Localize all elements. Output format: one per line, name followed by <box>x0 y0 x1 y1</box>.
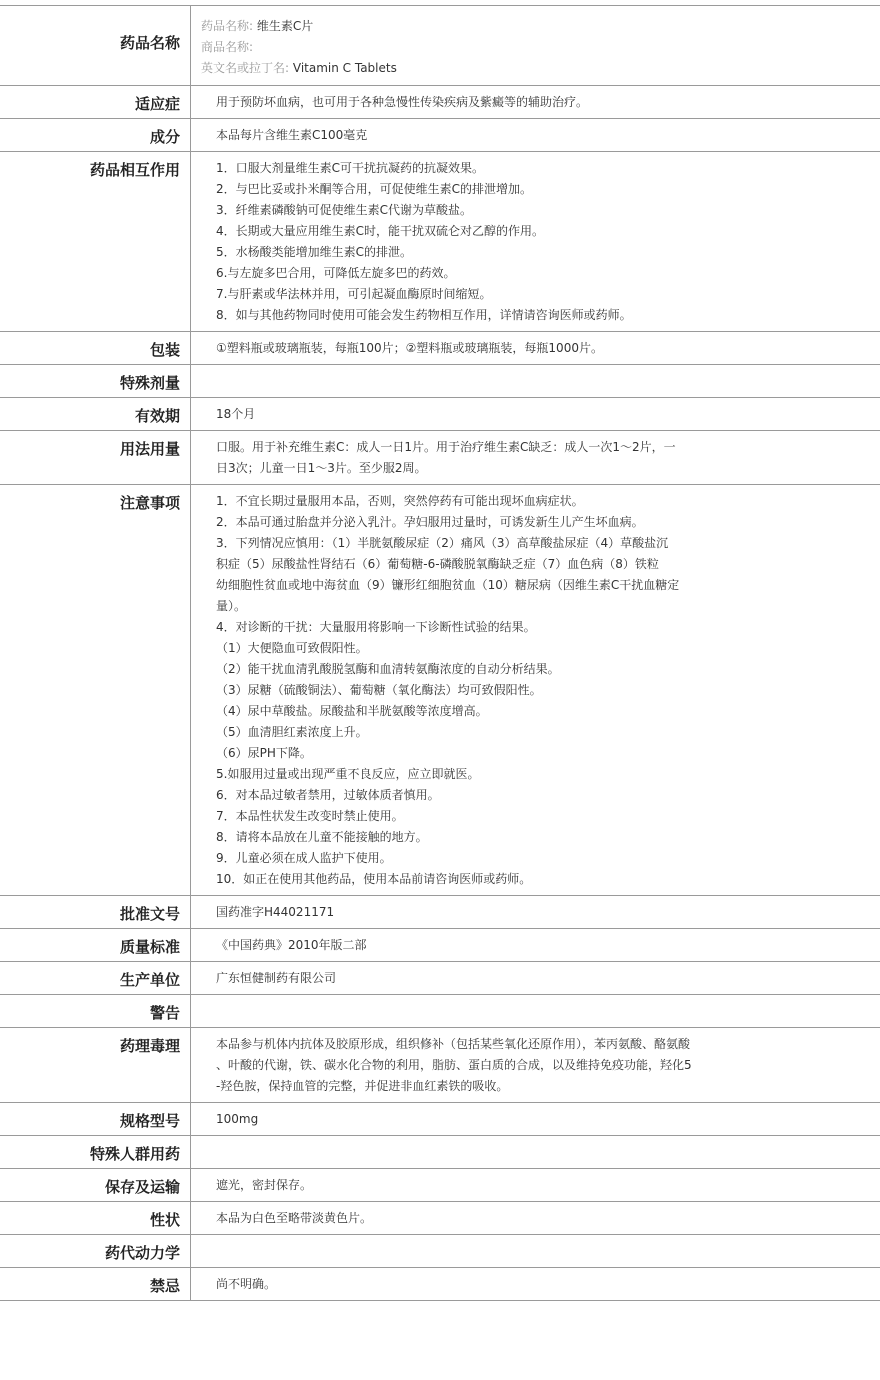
value-special-dosage <box>191 365 880 397</box>
generic-name-line <box>201 16 870 37</box>
label-spec: 规格型号 <box>0 1103 191 1135</box>
value-warning <box>191 995 880 1027</box>
usage-line: 口服。用于补充维生素C：成人一日1片。用于治疗维生素C缺乏：成人一次1～2片，一 <box>216 440 676 454</box>
interaction-line: 3．纤维素磷酸钠可促使维生素C代谢为草酸盐。 <box>216 203 473 217</box>
label-special-population: 特殊人群用药 <box>0 1136 191 1168</box>
value-pharmacokinetics <box>191 1235 880 1267</box>
label-indications: 适应症 <box>0 86 191 118</box>
label-packaging: 包装 <box>0 332 191 364</box>
value-approval <box>191 896 880 928</box>
label-approval: 批准文号 <box>0 896 191 928</box>
value-drug-name <box>191 6 880 85</box>
interaction-line: 4．长期或大量应用维生素C时，能干扰双硫仑对乙醇的作用。 <box>216 224 545 238</box>
precaution-line: 7．本品性状发生改变时禁止使用。 <box>216 809 404 823</box>
row-usage <box>0 431 880 485</box>
value-packaging <box>191 332 880 364</box>
spec-text: 100mg <box>216 1112 259 1126</box>
label-warning: 警告 <box>0 995 191 1027</box>
precaution-line: （3）尿糖（硫酸铜法）、葡萄糖（氧化酶法）均可致假阳性。 <box>216 683 542 697</box>
precaution-line: 4．对诊断的干扰：大量服用将影响一下诊断性试验的结果。 <box>216 620 536 634</box>
precaution-line: （6）尿PH下降。 <box>216 746 312 760</box>
row-interactions <box>0 152 880 332</box>
precaution-line: （5）血清胆红素浓度上升。 <box>216 725 368 739</box>
precaution-line: 1．不宜长期过量服用本品，否则，突然停药有可能出现坏血病症状。 <box>216 494 584 508</box>
value-indications <box>191 86 880 118</box>
row-packaging <box>0 332 880 365</box>
interaction-line: 1．口服大剂量维生素C可干扰抗凝药的抗凝效果。 <box>216 161 485 175</box>
row-warning <box>0 995 880 1028</box>
label-special-dosage: 特殊剂量 <box>0 365 191 397</box>
pharmacology-line: 、叶酸的代谢，铁、碳水化合物的利用，脂肪、蛋白质的合成，以及维持免疫功能，羟化5 <box>216 1058 692 1072</box>
label-composition: 成分 <box>0 119 191 151</box>
interaction-line: 6.与左旋多巴合用，可降低左旋多巴的药效。 <box>216 266 456 280</box>
generic-name-value: 维生素C片 <box>256 19 314 33</box>
precaution-line: 8．请将本品放在儿童不能接触的地方。 <box>216 830 428 844</box>
label-interactions: 药品相互作用 <box>0 152 191 331</box>
row-standard <box>0 929 880 962</box>
precaution-line: 3．下列情况应慎用：（1）半胱氨酸尿症（2）痛风（3）高草酸盐尿症（4）草酸盐沉 <box>216 536 669 550</box>
row-indications <box>0 86 880 119</box>
composition-text: 本品每片含维生素C100毫克 <box>216 128 368 142</box>
interaction-line: 5．水杨酸类能增加维生素C的排泄。 <box>216 245 413 259</box>
value-spec <box>191 1103 880 1135</box>
label-usage: 用法用量 <box>0 431 191 484</box>
value-storage <box>191 1169 880 1201</box>
approval-text: 国药准字H44021171 <box>216 905 335 919</box>
value-standard <box>191 929 880 961</box>
value-composition <box>191 119 880 151</box>
trade-name-line <box>201 37 870 58</box>
row-storage <box>0 1169 880 1202</box>
storage-text: 遮光，密封保存。 <box>216 1178 313 1192</box>
manufacturer-text: 广东恒健制药有限公司 <box>216 971 337 985</box>
interaction-line: 8．如与其他药物同时使用可能会发生药物相互作用，详情请咨询医师或药师。 <box>216 308 632 322</box>
interaction-line: 7.与肝素或华法林并用，可引起凝血酶原时间缩短。 <box>216 287 492 301</box>
english-name-value: Vitamin C Tablets <box>292 61 397 75</box>
row-precautions <box>0 485 880 896</box>
row-special-population <box>0 1136 880 1169</box>
label-contraindications: 禁忌 <box>0 1268 191 1300</box>
row-validity <box>0 398 880 431</box>
precaution-line: 6．对本品过敏者禁用，过敏体质者慎用。 <box>216 788 440 802</box>
row-spec <box>0 1103 880 1136</box>
interaction-line: 2．与巴比妥或扑米酮等合用，可促使维生素C的排泄增加。 <box>216 182 533 196</box>
pharmacology-line: 本品参与机体内抗体及胶原形成，组织修补（包括某些氧化还原作用），苯丙氨酸、酪氨酸 <box>216 1037 691 1051</box>
english-name-line <box>201 58 870 79</box>
precaution-line: 5.如服用过量或出现严重不良反应，应立即就医。 <box>216 767 480 781</box>
standard-text: 《中国药典》2010年版二部 <box>216 938 367 952</box>
label-drug-name: 药品名称 <box>0 6 191 85</box>
row-pharmacology <box>0 1028 880 1103</box>
generic-name-key: 药品名称: <box>201 19 254 33</box>
label-manufacturer: 生产单位 <box>0 962 191 994</box>
label-precautions: 注意事项 <box>0 485 191 895</box>
label-appearance: 性状 <box>0 1202 191 1234</box>
value-usage <box>191 431 880 484</box>
row-pharmacokinetics <box>0 1235 880 1268</box>
row-appearance <box>0 1202 880 1235</box>
label-standard: 质量标准 <box>0 929 191 961</box>
english-name-key: 英文名或拉丁名: <box>201 61 290 75</box>
label-pharmacology: 药理毒理 <box>0 1028 191 1102</box>
row-manufacturer <box>0 962 880 995</box>
validity-text: 18个月 <box>216 407 256 421</box>
value-contraindications <box>191 1268 880 1300</box>
precaution-line: 10．如正在使用其他药品，使用本品前请咨询医师或药师。 <box>216 872 532 886</box>
precaution-line: （1）大便隐血可致假阳性。 <box>216 641 368 655</box>
value-manufacturer <box>191 962 880 994</box>
precaution-line: 积症（5）尿酸盐性肾结石（6）葡萄糖-6-磷酸脱氧酶缺乏症（7）血色病（8）铁粒 <box>216 557 659 571</box>
precaution-line: （4）尿中草酸盐。尿酸盐和半胱氨酸等浓度增高。 <box>216 704 488 718</box>
row-approval <box>0 896 880 929</box>
precaution-line: 幼细胞性贫血或地中海贫血（9）镰形红细胞贫血（10）糖尿病（因维生素C干扰血糖定 <box>216 578 680 592</box>
row-contraindications <box>0 1268 880 1301</box>
value-appearance <box>191 1202 880 1234</box>
row-special-dosage <box>0 365 880 398</box>
precaution-line: （2）能干扰血清乳酸脱氢酶和血清转氨酶浓度的自动分析结果。 <box>216 662 560 676</box>
precaution-line: 量）。 <box>216 599 247 613</box>
row-composition <box>0 119 880 152</box>
drug-info-table <box>0 5 880 1301</box>
value-validity <box>191 398 880 430</box>
usage-line: 日3次；儿童一日1～3片。至少服2周。 <box>216 461 427 475</box>
value-pharmacology <box>191 1028 880 1102</box>
row-drug-name <box>0 6 880 86</box>
value-special-population <box>191 1136 880 1168</box>
label-validity: 有效期 <box>0 398 191 430</box>
label-storage: 保存及运输 <box>0 1169 191 1201</box>
appearance-text: 本品为白色至略带淡黄色片。 <box>216 1211 373 1225</box>
value-interactions <box>191 152 880 331</box>
precaution-line: 2．本品可通过胎盘并分泌入乳汁。孕妇服用过量时，可诱发新生儿产生坏血病。 <box>216 515 644 529</box>
value-precautions <box>191 485 880 895</box>
trade-name-key: 商品名称: <box>201 40 254 54</box>
indications-text: 用于预防坏血病，也可用于各种急慢性传染疾病及紫癜等的辅助治疗。 <box>216 95 589 109</box>
precaution-line: 9．儿童必须在成人监护下使用。 <box>216 851 392 865</box>
label-pharmacokinetics: 药代动力学 <box>0 1235 191 1267</box>
contraindications-text: 尚不明确。 <box>216 1277 277 1291</box>
pharmacology-line: -羟色胺，保持血管的完整，并促进非血红素铁的吸收。 <box>216 1079 509 1093</box>
packaging-text: ①塑料瓶或玻璃瓶装，每瓶100片；②塑料瓶或玻璃瓶装，每瓶1000片。 <box>216 341 603 355</box>
